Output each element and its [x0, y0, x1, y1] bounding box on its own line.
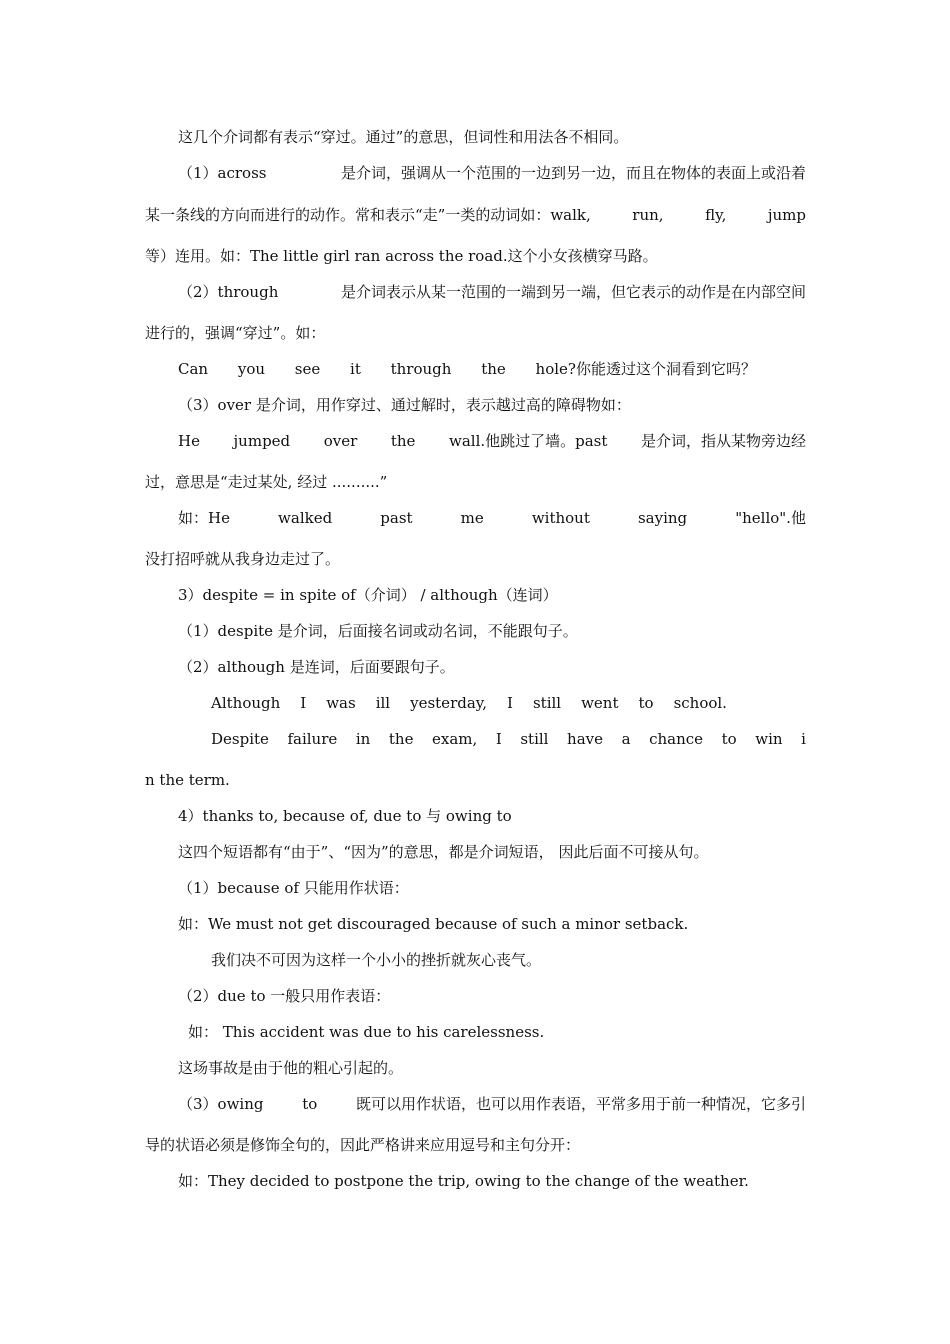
text-line-10: 过，意思是“走过某处, 经过 ..........”	[145, 473, 388, 491]
text-line-20: 这四个短语都有“由于”、“因为”的意思，都是介词短语， 因此后面不可接从句。	[178, 843, 709, 861]
text-line-7: Can you see it through the hole?你能透过这个洞看到它吗？	[178, 360, 756, 378]
text-line-1: 这几个介词都有表示“穿过。通过”的意思，但词性和用法各不相同。	[178, 128, 629, 146]
text-line-4: 等）连用。如：The little girl ran across the road.这个小女孩横穿马路。	[145, 247, 658, 265]
text-line-3: 某一条线的方向而进行的动作。常和表示“走”一类的动词如：walk, run, fly, jump	[145, 206, 806, 224]
text-line-27: （3）owing to 既可以用作状语，也可以用作表语，平常多用于前一种情况，它多引	[178, 1095, 806, 1113]
section-heading-thanks-to: 4）thanks to, because of, due to 与 owing to	[178, 807, 512, 825]
text-line-6: 进行的，强调“穿过”。如：	[145, 324, 326, 342]
section-heading-despite: 3）despite = in spite of（介词） / although（连词）	[178, 586, 558, 604]
translation-line-26: 这场事故是由于他的粗心引起的。	[178, 1059, 404, 1077]
example-line-16: Although I was ill yesterday, I still went to school.	[211, 694, 727, 712]
text-line-28: 导的状语必须是修饰全句的，因此严格讲来应用逗号和主句分开：	[145, 1136, 581, 1154]
text-line-2: （1）across 是介词，强调从一个范围的一边到另一边，而且在物体的表面上或沿着	[178, 164, 806, 182]
example-line-29: 如：They decided to postpone the trip, owing to the change of the weather.	[178, 1172, 749, 1190]
text-line-21: （1）because of 只能用作状语：	[178, 879, 409, 897]
text-line-8: （3）over 是介词，用作穿过、通过解时，表示越过高的障碍物如：	[178, 396, 631, 414]
text-line-14: （1）despite 是介词，后面接名词或动名词，不能跟句子。	[178, 622, 578, 640]
example-line-25: 如： This accident was due to his carelessness.	[188, 1023, 545, 1041]
text-line-9: He jumped over the wall.他跳过了墙。past 是介词，指从某物旁边经	[178, 432, 806, 450]
example-line-22: 如：We must not get discouraged because of such a minor setback.	[178, 915, 689, 933]
text-line-5: （2）through 是介词表示从某一范围的一端到另一端，但它表示的动作是在内部空间	[178, 283, 806, 301]
text-line-15: （2）although 是连词，后面要跟句子。	[178, 658, 455, 676]
text-line-12: 没打招呼就从我身边走过了。	[145, 550, 341, 568]
text-line-11: 如：He walked past me without saying "hello".他	[178, 509, 806, 527]
translation-line-23: 我们决不可因为这样一个小小的挫折就灰心丧气。	[211, 951, 542, 969]
text-line-24: （2）due to 一般只用作表语：	[178, 987, 391, 1005]
example-line-18: n the term.	[145, 771, 230, 789]
example-line-17: Despite failure in the exam, I still have a chance to win i	[211, 730, 806, 748]
